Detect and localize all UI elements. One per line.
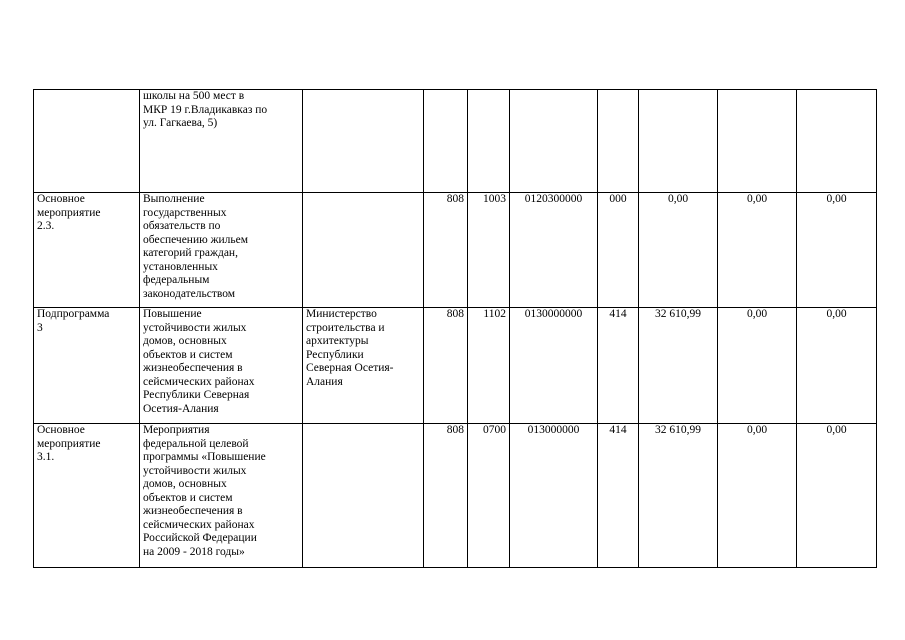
cell-vr [598,90,639,193]
cell-csr: 0120300000 [510,193,598,308]
cell-status: Основное мероприятие 2.3. [34,193,140,308]
cell-executor [303,90,424,193]
cell-grbs [424,90,468,193]
cell-value-2 [718,90,797,193]
table-row [34,424,877,568]
table-row [34,90,877,193]
cell-grbs: 808 [424,308,468,424]
cell-csr: 013000000 [510,424,598,568]
cell-vr: 000 [598,193,639,308]
table-row [34,308,877,424]
cell-executor: Министерство строительства и архитектуры Республики Северная Осетия- Алания [303,308,424,424]
cell-rzpr: 1003 [468,193,510,308]
cell-value-2: 0,00 [718,193,797,308]
cell-value-3: 0,00 [797,424,877,568]
cell-status: Основное мероприятие 3.1. [34,424,140,568]
table-row [34,193,877,308]
cell-name: Повышение устойчивости жилых домов, основных объектов и систем жизнеобеспечения в сейсмических районах Республики Северная Осетия-Алания [140,308,303,424]
cell-vr: 414 [598,424,639,568]
cell-value-3: 0,00 [797,308,877,424]
cell-rzpr [468,90,510,193]
cell-value-1 [639,90,718,193]
cell-value-2: 0,00 [718,424,797,568]
cell-value-2: 0,00 [718,308,797,424]
cell-name: Мероприятия федеральной целевой программы «Повышение устойчивости жилых домов, основных объектов и систем жизнеобеспечения в сейсмических районах Российской Федерации на 2009 - 2018 годы» [140,424,303,568]
cell-grbs: 808 [424,193,468,308]
cell-name: школы на 500 мест в МКР 19 г.Владикавказ по ул. Гагкаева, 5) [140,90,303,193]
cell-status: Подпрограмма 3 [34,308,140,424]
cell-executor [303,193,424,308]
cell-grbs: 808 [424,424,468,568]
cell-csr: 0130000000 [510,308,598,424]
cell-status [34,90,140,193]
cell-value-1: 32 610,99 [639,424,718,568]
cell-rzpr: 1102 [468,308,510,424]
cell-value-1: 32 610,99 [639,308,718,424]
program-table [33,89,877,568]
cell-vr: 414 [598,308,639,424]
cell-value-3: 0,00 [797,193,877,308]
cell-executor [303,424,424,568]
cell-value-3 [797,90,877,193]
cell-name: Выполнение государственных обязательств по обеспечению жильем категорий граждан, установленных федеральным законодательством [140,193,303,308]
cell-rzpr: 0700 [468,424,510,568]
cell-csr [510,90,598,193]
cell-value-1: 0,00 [639,193,718,308]
